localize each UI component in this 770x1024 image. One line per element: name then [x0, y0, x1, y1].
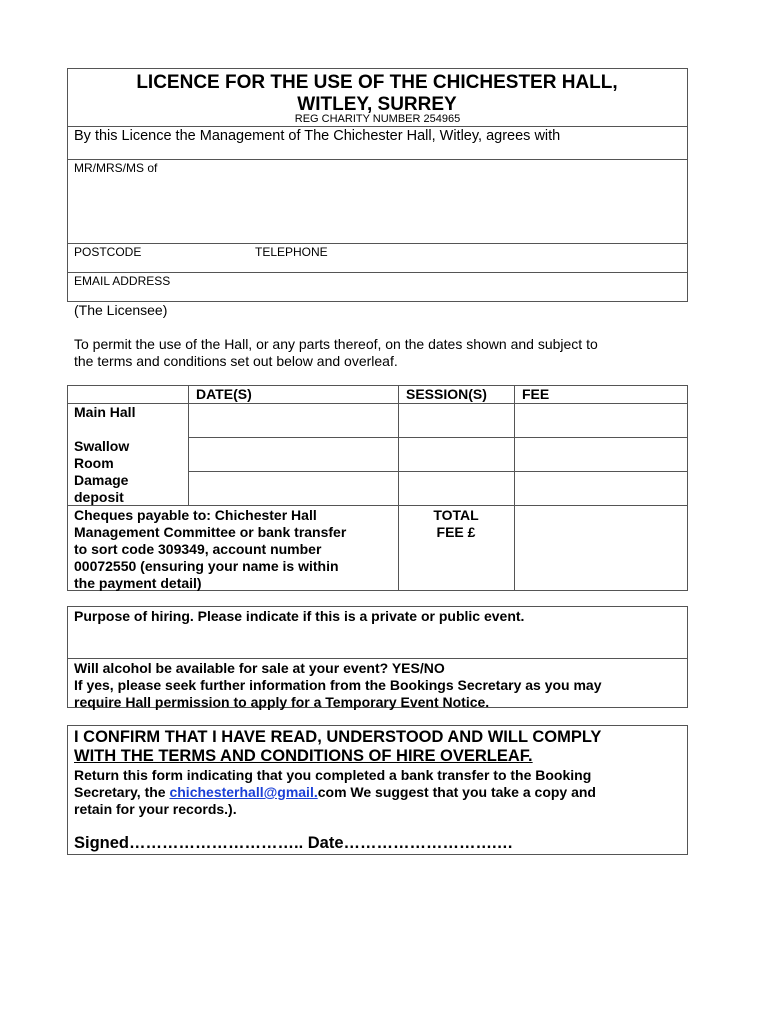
row-divider [188, 471, 688, 472]
row-divider [67, 505, 688, 506]
permit-text-line1: To permit the use of the Hall, or any parts thereof, on the dates shown and subject to [74, 336, 598, 352]
column-divider [398, 385, 399, 591]
row-label-main-hall: Main Hall [74, 404, 136, 420]
signature-field[interactable] [134, 834, 319, 854]
divider [67, 126, 688, 127]
email-field[interactable] [182, 273, 684, 300]
name-address-label: MR/MRS/MS of [74, 161, 158, 175]
email-label: EMAIL ADDRESS [74, 274, 171, 288]
damage-deposit-sessions-field[interactable] [400, 473, 512, 504]
swallow-room-fee-field[interactable] [516, 439, 686, 470]
signature-date-line: Signed………………………….. Date……………………….… [74, 834, 514, 852]
row-divider [188, 437, 688, 438]
damage-deposit-dates-field[interactable] [190, 473, 396, 504]
booking-email-link[interactable]: chichesterhall@gmail. [169, 784, 318, 800]
divider [67, 658, 688, 659]
main-hall-sessions-field[interactable] [400, 405, 512, 436]
postcode-label: POSTCODE [74, 245, 142, 259]
column-header-sessions: SESSION(S) [406, 386, 487, 402]
payment-instructions: Cheques payable to: Chichester Hall Management Committee or bank transfer to sort code 309349, account number 00072550 (ensuring your name is within the payment detail) [74, 507, 347, 591]
confirm-heading-line2: WITH THE TERMS AND CONDITIONS OF HIRE OVERLEAF. [74, 747, 533, 765]
agreement-text: By this Licence the Management of The Chichester Hall, Witley, agrees with [74, 128, 561, 144]
telephone-label: TELEPHONE [255, 245, 328, 259]
licensee-note: (The Licensee) [74, 302, 168, 318]
charity-number: REG CHARITY NUMBER 254965 [294, 113, 461, 125]
row-label-damage-deposit: Damage deposit [74, 472, 129, 505]
telephone-field[interactable] [336, 244, 684, 271]
main-hall-dates-field[interactable] [190, 405, 396, 436]
permit-text-line2: the terms and conditions set out below and overleaf. [74, 353, 398, 369]
row-label-swallow-room: Swallow Room [74, 438, 130, 471]
row-divider [67, 403, 688, 404]
page-title-line1: LICENCE FOR THE USE OF THE CHICHESTER HALL, [136, 72, 618, 93]
confirm-heading-line1: I CONFIRM THAT I HAVE READ, UNDERSTOOD AND WILL COMPLY [74, 728, 602, 746]
page-title-line2: WITLEY, SURREY [297, 94, 457, 115]
purpose-field[interactable] [70, 626, 685, 656]
column-header-dates: DATE(S) [196, 386, 252, 402]
column-divider [514, 385, 515, 591]
main-hall-fee-field[interactable] [516, 405, 686, 436]
total-fee-field[interactable] [516, 507, 686, 589]
return-instructions: Return this form indicating that you completed a bank transfer to the Booking Secretary, the chichesterhall@gmail.com We suggest that you take a copy and retain for your records.). [74, 767, 596, 817]
purpose-text: Purpose of hiring. Please indicate if this is a private or public event. [74, 608, 525, 624]
damage-deposit-fee-field[interactable] [516, 473, 686, 504]
date-field[interactable] [370, 834, 555, 854]
total-fee-label: TOTAL FEE £ [433, 507, 479, 540]
swallow-room-dates-field[interactable] [190, 439, 396, 470]
alcohol-question: Will alcohol be available for sale at your event? YES/NO If yes, please seek further information from the Bookings Secretary as you may require Hall permission to apply for a Temporary Event Notice. [74, 660, 602, 710]
postcode-field[interactable] [150, 244, 250, 271]
column-header-fee: FEE [522, 386, 550, 402]
swallow-room-sessions-field[interactable] [400, 439, 512, 470]
name-address-field[interactable] [160, 160, 685, 242]
